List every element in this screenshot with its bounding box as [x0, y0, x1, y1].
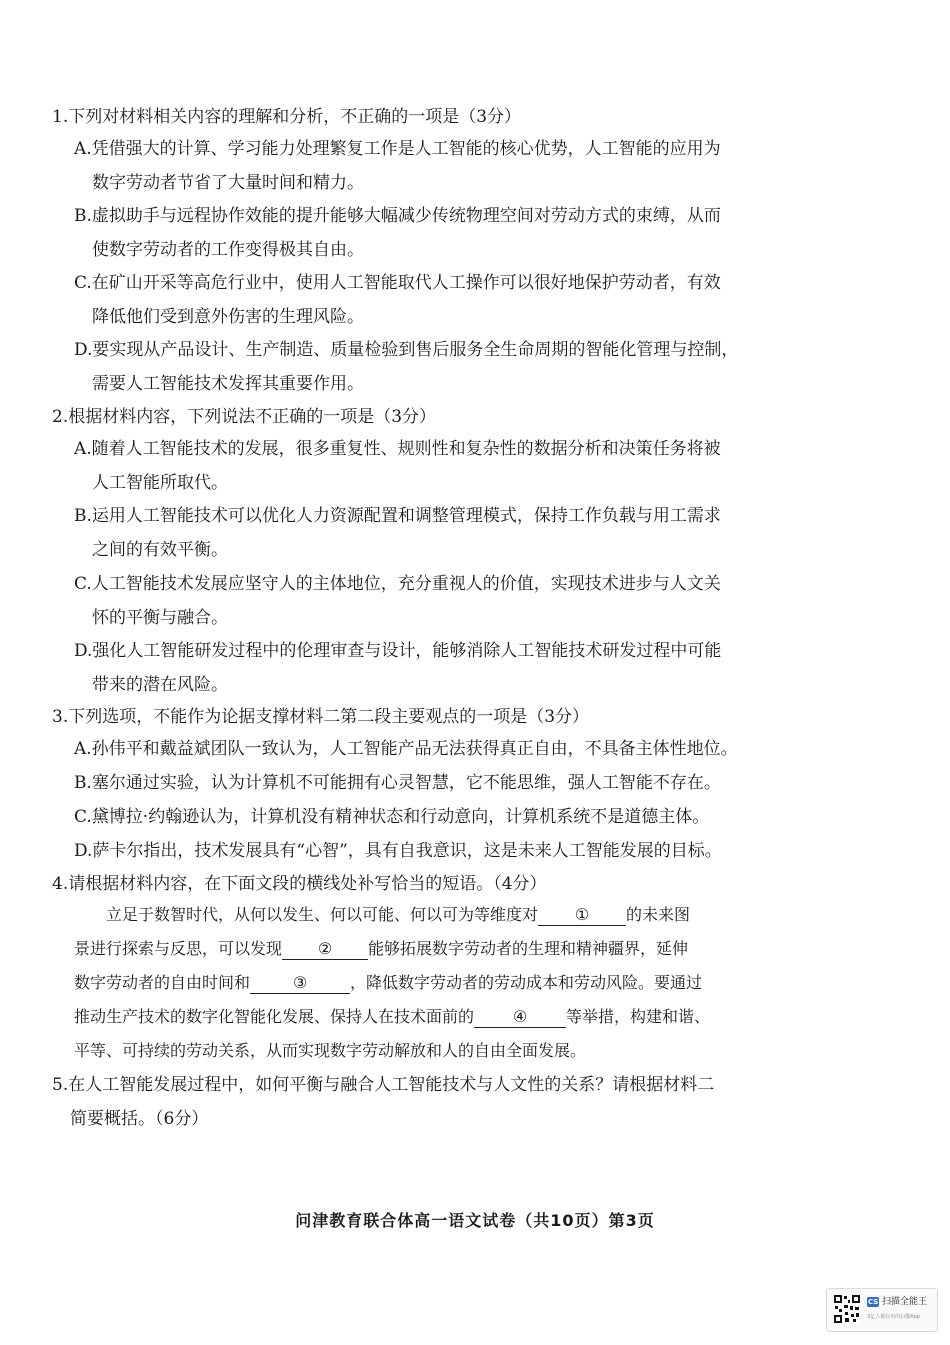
- option-line: 使数字劳动者的工作变得极其自由。: [92, 240, 364, 260]
- question-5-stem: [52, 1068, 752, 1136]
- option-line: A.随着人工智能技术的发展，很多重复性、规则性和复杂性的数据分析和决策任务将被: [74, 439, 721, 459]
- page-footer: 问津教育联合体高一语文试卷（共10页）第3页: [295, 1211, 655, 1230]
- scanner-watermark: [826, 1288, 938, 1332]
- option-line: 怀的平衡与融合。: [92, 608, 228, 628]
- option-line: 降低他们受到意外伤害的生理风险。: [92, 307, 364, 327]
- question-4-passage: [74, 898, 774, 1068]
- question-5-line: 简要概括。（6分）: [70, 1109, 209, 1129]
- question-1-option-b: [74, 199, 774, 267]
- passage-line: [74, 1000, 774, 1034]
- passage-text: 数字劳动者的自由时间和: [74, 973, 251, 992]
- question-1-option-a: [74, 132, 774, 200]
- question-2-option-d: [74, 634, 774, 702]
- question-3-option-c: C.黛博拉·约翰逊认为，计算机没有精神状态和行动意向，计算机系统不是道德主体。: [74, 807, 710, 827]
- question-5-line: 5.在人工智能发展过程中，如何平衡与融合人工智能技术与人文性的关系？请根据材料二: [52, 1075, 715, 1095]
- option-line: C.在矿山开采等高危行业中，使用人工智能取代人工操作可以很好地保护劳动者，有效: [74, 273, 721, 293]
- passage-text: 能够拓展数字劳动者的生理和精神疆界，延伸: [368, 939, 689, 958]
- passage-text: 景进行探索与反思，可以发现: [74, 939, 283, 958]
- passage-text: ，降低数字劳动者的劳动成本和劳动风险。要通过: [350, 973, 703, 992]
- question-2-option-a: [74, 432, 774, 500]
- question-3-option-b: B.塞尔通过实验，认为计算机不可能拥有心灵智慧，它不能思维，强人工智能不存在。: [74, 773, 721, 793]
- option-line: A.凭借强大的计算、学习能力处理繁复工作是人工智能的核心优势，人工智能的应用为: [74, 139, 721, 159]
- passage-line: [74, 932, 774, 966]
- scanner-app-tagline: 3亿人都在用的扫描App: [867, 1314, 920, 1320]
- option-line: 数字劳动者节省了大量时间和精力。: [92, 173, 364, 193]
- passage-text: 立足于数智时代，从何以发生、何以可能、何以可为等维度对: [106, 905, 539, 924]
- passage-line: [74, 898, 774, 932]
- passage-text: 等举措，构建和谐、: [566, 1007, 711, 1026]
- question-3-option-a: A.孙伟平和戴益斌团队一致认为，人工智能产品无法获得真正自由，不具备主体性地位。: [74, 739, 738, 759]
- camscanner-badge-text: CS: [868, 1298, 879, 1306]
- question-3-options: [74, 732, 774, 868]
- question-3-option-d: D.萨卡尔指出，技术发展具有“心智”，具有自我意识，这是未来人工智能发展的目标。: [74, 841, 722, 861]
- blank-2[interactable]: ②: [282, 939, 368, 960]
- question-4-stem: 4.请根据材料内容，在下面文段的横线处补写恰当的短语。（4分）: [52, 874, 547, 894]
- option-line: D.强化人工智能研发过程中的伦理审查与设计，能够消除人工智能技术研发过程中可能: [74, 641, 722, 661]
- option-line: B.运用人工智能技术可以优化人力资源配置和调整管理模式，保持工作负载与用工需求: [74, 506, 721, 526]
- option-line: 需要人工智能技术发挥其重要作用。: [92, 374, 364, 394]
- passage-text: 的未来图: [626, 905, 691, 924]
- blank-1[interactable]: ①: [538, 905, 626, 926]
- scanner-app-name: 扫描全能王: [882, 1297, 928, 1307]
- option-line: 之间的有效平衡。: [92, 540, 228, 560]
- question-1-option-d: [74, 333, 774, 401]
- question-1-option-c: [74, 266, 774, 334]
- option-line: C.人工智能技术发展应坚守人的主体地位，充分重视人的价值，实现技术进步与人文关: [74, 574, 721, 594]
- option-line: B.虚拟助手与远程协作效能的提升能够大幅减少传统物理空间对劳动方式的束缚，从而: [74, 206, 721, 226]
- passage-line: 平等、可持续的劳动关系，从而实现数字劳动解放和人的自由全面发展。: [74, 1041, 587, 1060]
- passage-text: 推动生产技术的数字化智能化发展、保持人在技术面前的: [74, 1007, 475, 1026]
- question-3-stem: 3.下列选项，不能作为论据支撑材料二第二段主要观点的一项是（3分）: [52, 707, 590, 727]
- question-2-option-c: [74, 567, 774, 635]
- question-1-stem: 1.下列对材料相关内容的理解和分析，不正确的一项是（3分）: [52, 107, 522, 127]
- blank-3[interactable]: ③: [250, 973, 350, 994]
- option-line: 人工智能所取代。: [92, 473, 228, 493]
- blank-4[interactable]: ④: [474, 1007, 566, 1028]
- qr-code-icon: [833, 1294, 861, 1324]
- question-2-stem: 2.根据材料内容，下列说法不正确的一项是（3分）: [52, 407, 437, 427]
- option-line: 带来的潜在风险。: [92, 675, 228, 695]
- passage-line: [74, 966, 774, 1000]
- option-line: D.要实现从产品设计、生产制造、质量检验到售后服务全生命周期的智能化管理与控制，: [74, 340, 739, 360]
- question-2-option-b: [74, 499, 774, 567]
